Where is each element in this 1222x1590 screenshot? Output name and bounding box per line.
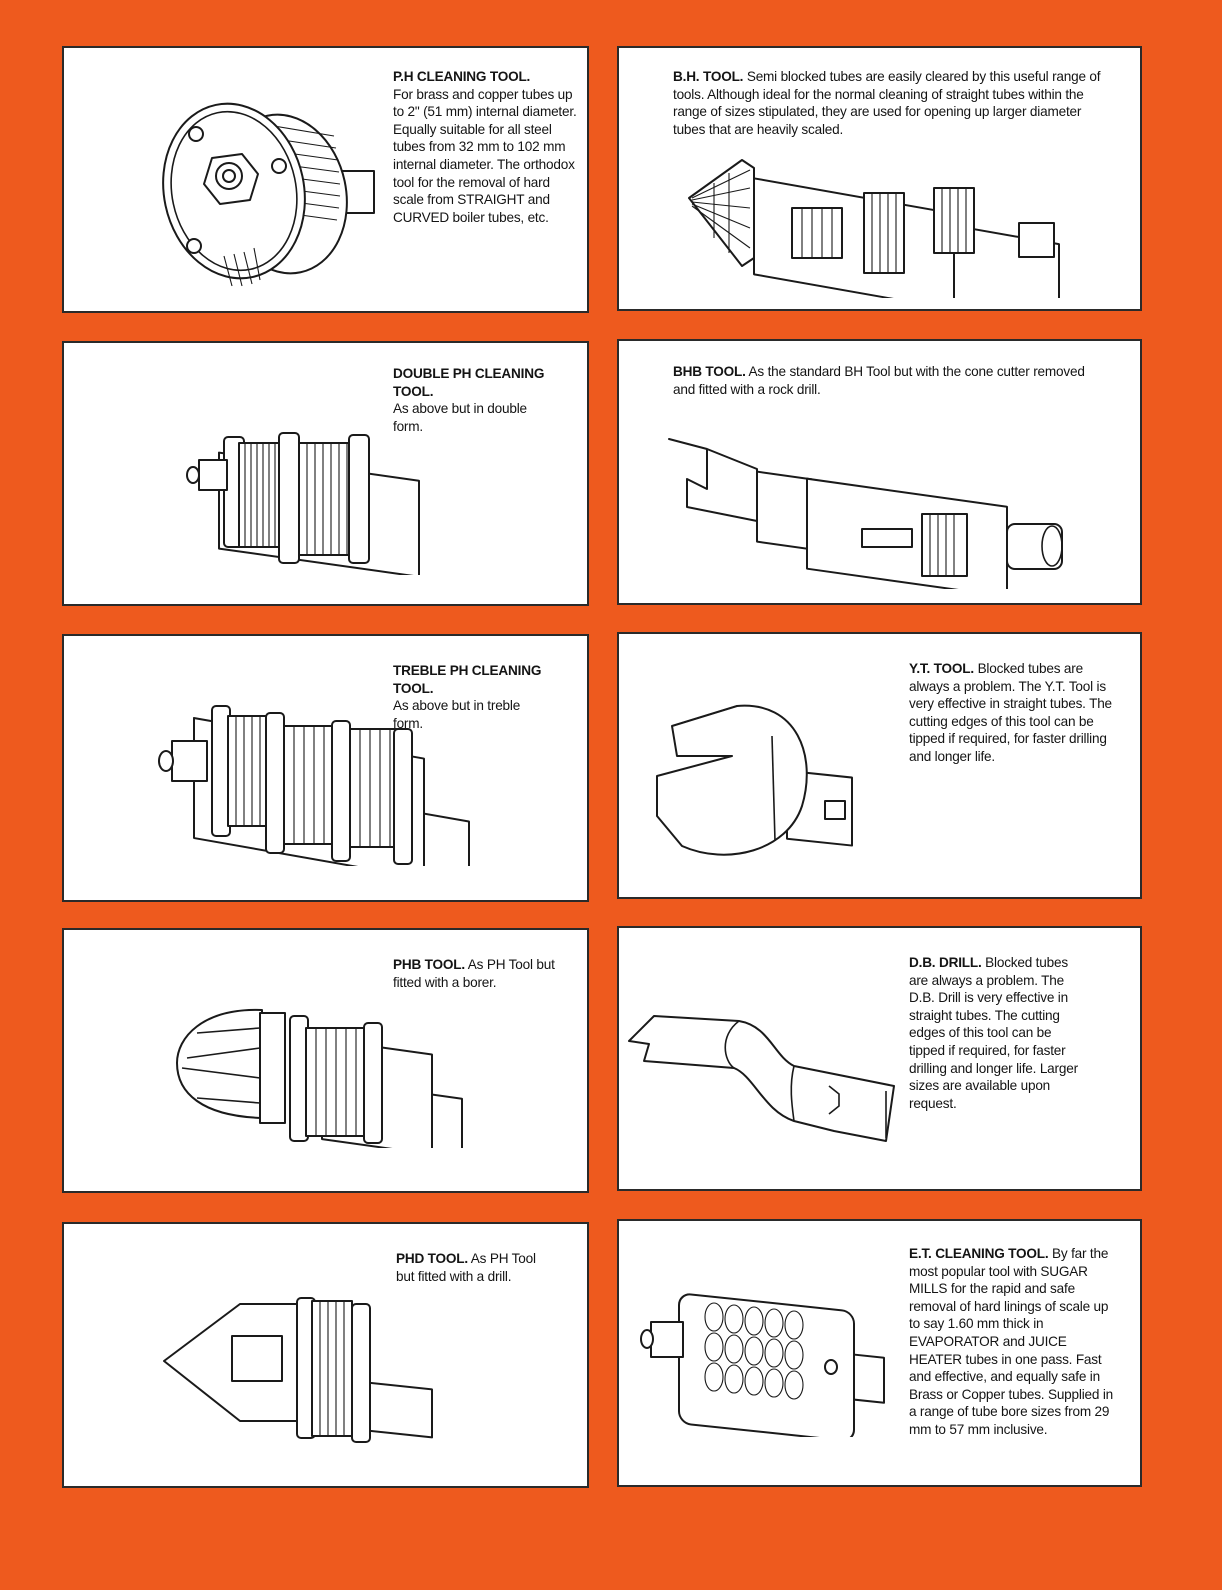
tool-title: P.H CLEANING TOOL. bbox=[393, 69, 531, 84]
tool-body: As PH Tool but fitted with a drill. bbox=[396, 1251, 536, 1284]
bh-tool-drawing bbox=[684, 148, 1084, 298]
tool-title: DOUBLE PH CLEANING TOOL. bbox=[393, 366, 545, 399]
panel-treble-ph-cleaning-tool bbox=[62, 634, 589, 902]
panel-phb-tool bbox=[62, 928, 589, 1193]
phb-tool-description bbox=[393, 956, 568, 991]
panel-et-cleaning-tool bbox=[617, 1219, 1142, 1487]
tool-body: Blocked tubes are always a problem. The Y.T. Tool is very effective in straight tubes. The cutting edges of this tool can be tipped if required, for faster drilling and longer life. bbox=[909, 661, 1112, 764]
panel-yt-tool bbox=[617, 632, 1142, 899]
bhb-tool-description bbox=[673, 363, 1093, 398]
tool-title: BHB TOOL. bbox=[673, 364, 746, 379]
tool-title: TREBLE PH CLEANING TOOL. bbox=[393, 663, 542, 696]
tool-body: As above but in double form. bbox=[393, 401, 527, 434]
tool-title: Y.T. TOOL. bbox=[909, 661, 974, 676]
tool-body: By far the most popular tool with SUGAR MILLS for the rapid and safe removal of hard linings of scale up to say 1.60 mm thick in EVAPORATOR and JUICE HEATER tubes in one pass. Fast and effective, and equally safe in Brass or Copper tubes. Supplied in a range of tube bore sizes from 29 mm to 57 mm inclusive. bbox=[909, 1246, 1114, 1437]
panel-db-drill bbox=[617, 926, 1142, 1191]
phd-tool-description bbox=[396, 1250, 536, 1285]
panel-ph-cleaning-tool bbox=[62, 46, 589, 313]
tool-body: As above but in treble form. bbox=[393, 698, 521, 731]
db-drill-drawing bbox=[624, 1006, 904, 1156]
ph-cleaning-tool-drawing bbox=[124, 76, 394, 296]
et-cleaning-tool-description bbox=[909, 1245, 1119, 1439]
tool-title: E.T. CLEANING TOOL. bbox=[909, 1246, 1049, 1261]
et-cleaning-tool-drawing bbox=[639, 1277, 899, 1437]
tool-title: B.H. TOOL. bbox=[673, 69, 744, 84]
phb-tool-drawing bbox=[172, 998, 472, 1148]
tool-title: PHD TOOL. bbox=[396, 1251, 468, 1266]
ph-cleaning-tool-description bbox=[393, 68, 578, 226]
phd-tool-drawing bbox=[162, 1286, 452, 1456]
panel-bhb-tool bbox=[617, 339, 1142, 605]
tool-body: Blocked tubes are always a problem. The D.B. Drill is very effective in straight tubes. The cutting edges of this tool can be tipped if required, for faster drilling and longer life. Larger sizes are available upon request. bbox=[909, 955, 1078, 1111]
tool-title: D.B. DRILL. bbox=[909, 955, 982, 970]
tool-body: As the standard BH Tool but with the cone cutter removed and fitted with a rock drill. bbox=[673, 364, 1085, 397]
treble-ph-tool-description bbox=[393, 662, 553, 732]
double-ph-tool-drawing bbox=[179, 425, 439, 575]
bh-tool-description bbox=[673, 68, 1108, 138]
tool-body: As PH Tool but fitted with a borer. bbox=[393, 957, 555, 990]
yt-tool-description bbox=[909, 660, 1124, 766]
panel-double-ph-cleaning-tool bbox=[62, 341, 589, 606]
tool-body: Semi blocked tubes are easily cleared by this useful range of tools. Although ideal for the normal cleaning of straight tubes within the range of sizes stipulated, they are used for opening up larger diameter tubes that are heavily scaled. bbox=[673, 69, 1101, 137]
bhb-tool-drawing bbox=[667, 429, 1077, 589]
tool-title: PHB TOOL. bbox=[393, 957, 465, 972]
db-drill-description bbox=[909, 954, 1089, 1112]
tool-body: For brass and copper tubes up to 2" (51 mm) internal diameter. Equally suitable for all steel tubes from 32 mm to 102 mm internal diameter. The orthodox tool for the removal of hard scale from STRAIGHT and CURVED boiler tubes, etc. bbox=[393, 86, 577, 225]
yt-tool-drawing bbox=[647, 696, 867, 876]
panel-phd-tool bbox=[62, 1222, 589, 1488]
double-ph-tool-description bbox=[393, 365, 553, 435]
panel-bh-tool bbox=[617, 46, 1142, 311]
